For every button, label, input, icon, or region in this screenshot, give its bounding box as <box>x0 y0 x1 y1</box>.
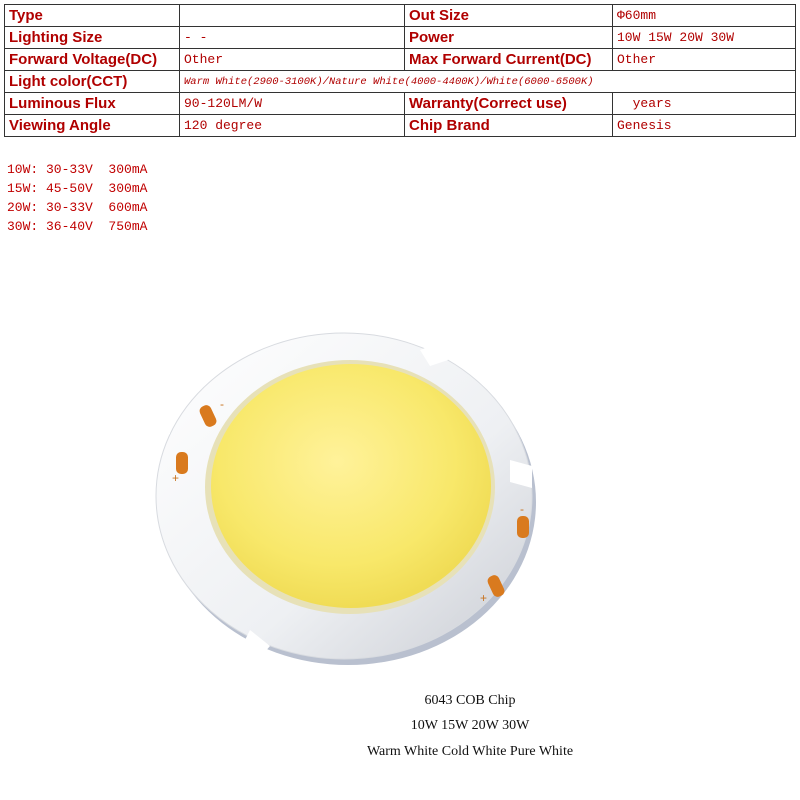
power-spec-line: 20W: 30-33V 600mA <box>7 200 148 215</box>
solder-pad <box>517 516 529 538</box>
spec-row-forward-voltage <box>5 49 796 71</box>
spec-table <box>4 4 796 137</box>
spec-value: Other <box>613 49 796 71</box>
mount-notch <box>158 414 170 440</box>
spec-label: Forward Voltage(DC) <box>5 49 180 71</box>
spec-value: Genesis <box>613 115 796 137</box>
spec-label: Type <box>5 5 180 27</box>
spec-value: 90-120LM/W <box>180 93 405 115</box>
spec-value <box>180 5 405 27</box>
plus-marking: + <box>480 591 488 605</box>
spec-label: Power <box>405 27 613 49</box>
minus-marking: - <box>220 397 224 411</box>
spec-label: Chip Brand <box>405 115 613 137</box>
spec-label: Max Forward Current(DC) <box>405 49 613 71</box>
spec-value: Φ60mm <box>613 5 796 27</box>
plus-marking: + <box>172 471 180 485</box>
emitter-surface <box>211 364 491 608</box>
cob-chip-illustration <box>150 330 550 670</box>
spec-label: Warranty(Correct use) <box>405 93 613 115</box>
spec-value: Other <box>180 49 405 71</box>
spec-value: years <box>613 93 796 115</box>
caption-power: 10W 15W 20W 30W <box>410 718 530 733</box>
spec-row-light-color <box>5 71 796 93</box>
spec-label: Light color(CCT) <box>5 71 180 93</box>
power-spec-line: 30W: 36-40V 750mA <box>7 219 148 234</box>
caption-colors: Warm White Cold White Pure White <box>366 744 574 759</box>
spec-row-viewing-angle <box>5 115 796 137</box>
caption-title: 6043 COB Chip <box>424 693 516 708</box>
spec-value: Warm White(2900-3100K)/Nature White(4000-4400K)/White(6000-6500K) <box>180 71 796 93</box>
power-spec-list <box>7 160 147 236</box>
spec-row-luminous-flux <box>5 93 796 115</box>
power-spec-line: 15W: 45-50V 300mA <box>7 181 148 196</box>
spec-row-lighting-size <box>5 27 796 49</box>
spec-row-type <box>5 5 796 27</box>
spec-label: Luminous Flux <box>5 93 180 115</box>
spec-value: - - <box>180 27 405 49</box>
minus-marking: - <box>520 502 524 516</box>
cob-chip-image <box>150 330 550 670</box>
spec-label: Viewing Angle <box>5 115 180 137</box>
spec-value: 10W 15W 20W 30W <box>613 27 796 49</box>
spec-label: Out Size <box>405 5 613 27</box>
power-spec-line: 10W: 30-33V 300mA <box>7 162 148 177</box>
spec-label: Lighting Size <box>5 27 180 49</box>
spec-value: 120 degree <box>180 115 405 137</box>
